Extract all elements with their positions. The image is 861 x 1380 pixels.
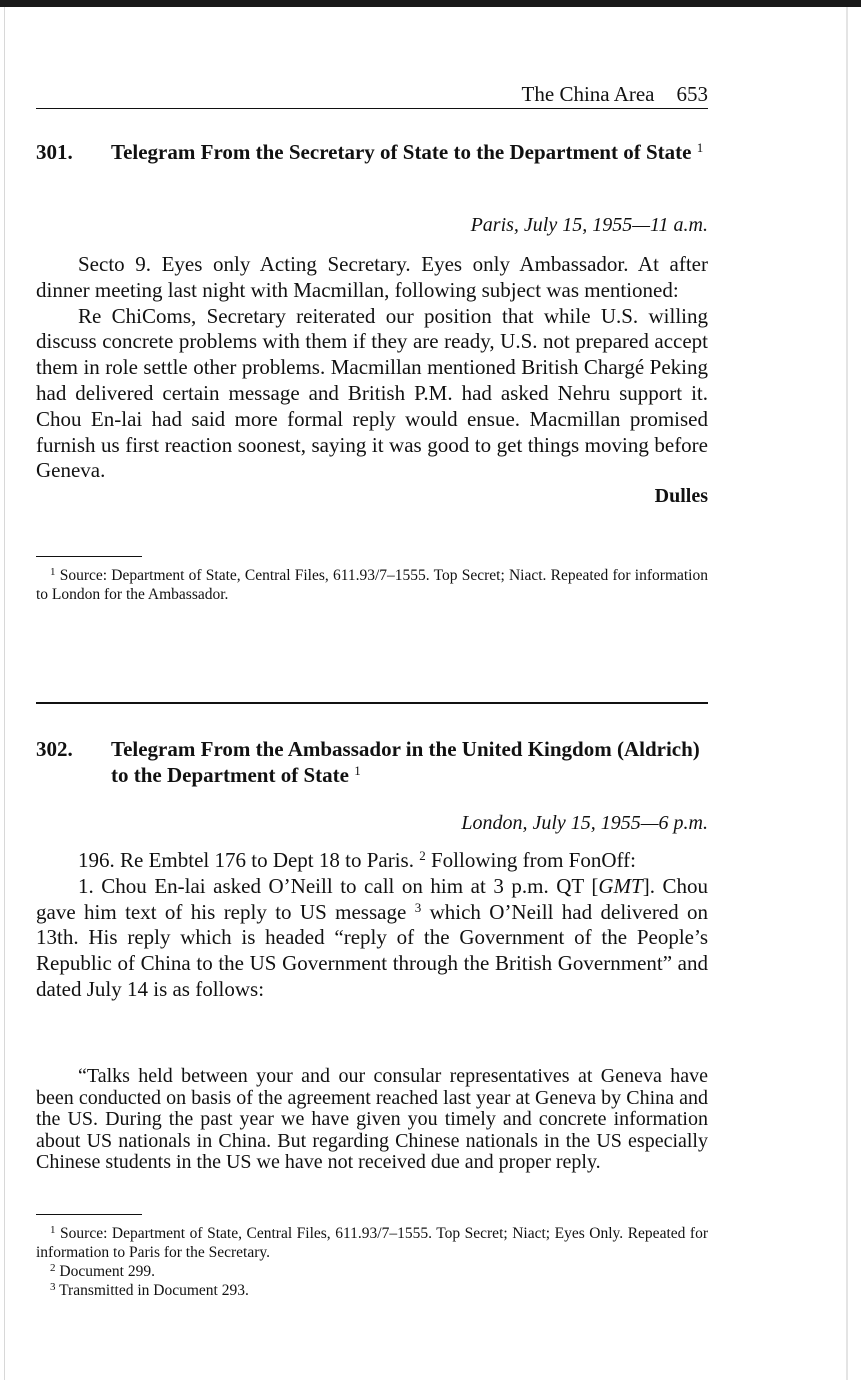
page-number: 653 — [676, 82, 708, 106]
document-divider-rule — [36, 702, 708, 704]
page-right-edge — [846, 7, 848, 1380]
doc-302-p2-text-b: ]. Chou gave him text of his reply to US message — [36, 873, 709, 924]
footnote — [36, 566, 708, 604]
running-head-rule — [36, 108, 708, 109]
doc-301-title-note: 1 — [696, 140, 704, 155]
doc-302-p2-text-c: which O’Neill had delivered on 13th. His reply which is headed “reply of the Government of the People’s Republic of China to the US Government through the British Government” and dated July 14 is as follows: — [36, 899, 709, 1001]
doc-302-dateline: London, July 15, 1955—6 p.m. — [461, 812, 708, 834]
doc-302-footnote-rule — [36, 1214, 142, 1215]
doc-301-footnote-rule — [36, 556, 142, 557]
doc-301-title-text: Telegram From the Secretary of State to the Department of State — [111, 140, 692, 164]
doc-302-body — [36, 848, 708, 1003]
footnote-mark: 1 — [50, 1224, 56, 1236]
doc-302-p1-text-cont: Following from FonOff: — [430, 848, 636, 872]
footnote-text: Transmitted in Document 293. — [59, 1282, 249, 1299]
footnote-mark: 3 — [50, 1281, 56, 1293]
running-head-section: The China Area — [521, 82, 655, 106]
footnote-ref: 2 — [419, 848, 426, 863]
doc-302-title-note: 1 — [354, 763, 361, 778]
quoted-paragraph: “Talks held between your and our consular representatives at Geneva have been conducted on basis of the agreement reached last year at Geneva by China and the US. During the past year we have given you timely and concrete information about US nationals in China. But regarding Chinese nationals in the US especially Chinese students in the US we have not received due and proper reply. — [36, 1065, 708, 1173]
doc-302-gmt: GMT — [598, 873, 643, 898]
doc-301-body — [36, 252, 708, 509]
doc-301-paragraph: Re ChiComs, Secretary reiterated our position that while U.S. willing discuss concrete problems with them if they are ready, U.S. not prepared accept them in role settle other problems. Macmillan mentioned British Chargé Peking had delivered certain message and British P.M. had asked Nehru support it. Chou En-lai had said more formal reply would ensue. Macmillan promised furnish us first reaction soonest, saying it was good to get things moving before Geneva. — [36, 303, 708, 483]
doc-302-title — [111, 736, 708, 788]
doc-302-quoted-reply — [36, 1066, 708, 1174]
footnote-text: Source: Department of State, Central Files, 611.93/7–1555. Top Secret; Niact. Repeated for information to London for the Ambassador. — [36, 567, 708, 603]
doc-302-p1-text: 196. Re Embtel 176 to Dept 18 to Paris. — [78, 848, 414, 872]
doc-302-title-text: Telegram From the Ambassador in the United Kingdom (Aldrich) to the Department of State — [111, 737, 700, 787]
doc-301-footnotes — [36, 566, 708, 604]
footnote-mark: 2 — [50, 1262, 56, 1274]
running-head — [36, 80, 708, 108]
footnote — [36, 1224, 708, 1262]
page-left-edge — [4, 7, 5, 1380]
footnote — [36, 1281, 708, 1300]
doc-302-footnotes — [36, 1224, 708, 1300]
footnote-text: Document 299. — [59, 1263, 155, 1280]
doc-301-signature: Dulles — [654, 485, 708, 508]
doc-302-heading — [36, 736, 708, 788]
doc-301-paragraph: Secto 9. Eyes only Acting Secretary. Eyes only Ambassador. At after dinner meeting last night with Macmillan, following subject was mentioned: — [36, 252, 708, 302]
doc-301-heading — [36, 139, 708, 165]
footnote — [36, 1262, 708, 1281]
doc-301-dateline: Paris, July 15, 1955—11 a.m. — [470, 214, 708, 236]
doc-302-number: 302. — [36, 737, 73, 761]
doc-302-paragraph — [36, 874, 708, 1003]
doc-302-paragraph — [36, 848, 708, 874]
doc-302-p2-text: 1. Chou En-lai asked O’Neill to call on him at 3 p.m. QT [ — [78, 873, 599, 898]
doc-301-title — [111, 139, 708, 165]
doc-301-number: 301. — [36, 140, 73, 164]
footnote-text: Source: Department of State, Central Files, 611.93/7–1555. Top Secret; Niact; Eyes Only. Repeated for information to Paris for the Secretary. — [36, 1225, 708, 1261]
footnote-ref: 3 — [414, 899, 422, 915]
page-top-edge — [0, 0, 861, 7]
footnote-mark: 1 — [50, 566, 56, 578]
